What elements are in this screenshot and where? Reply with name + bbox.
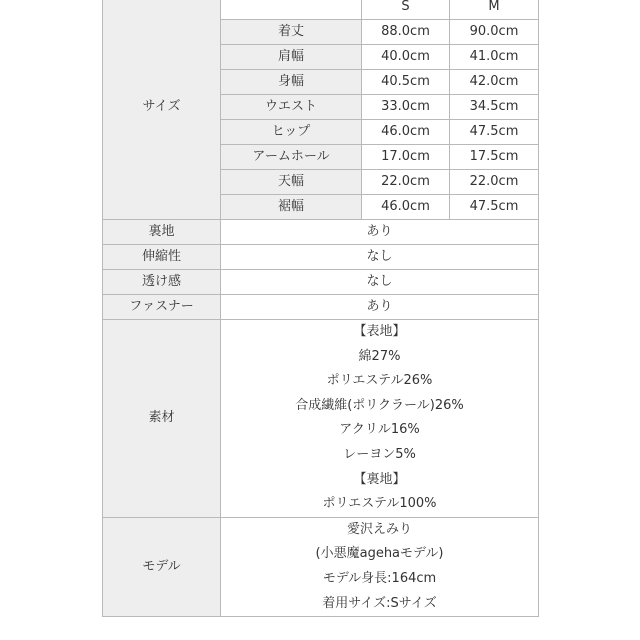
product-spec-table bbox=[102, 0, 538, 617]
lining-label: 裏地 bbox=[103, 220, 221, 245]
attribute-row bbox=[103, 245, 539, 270]
material-line: ポリエステル26% bbox=[326, 373, 433, 389]
model-line: モデル身長:164cm bbox=[322, 570, 437, 586]
size-col-s: S bbox=[362, 0, 450, 20]
size-row-label: 着丈 bbox=[221, 20, 362, 45]
size-header-row bbox=[103, 0, 539, 20]
model-line: 着用サイズ:Sサイズ bbox=[322, 595, 437, 611]
size-value-m: 17.5cm bbox=[450, 145, 539, 170]
attribute-row bbox=[103, 270, 539, 295]
material-line: 綿27% bbox=[358, 348, 401, 364]
material-line: 合成繊維(ポリクラール)26% bbox=[295, 397, 464, 413]
size-row-label: アームホール bbox=[221, 145, 362, 170]
size-value-m: 22.0cm bbox=[450, 170, 539, 195]
size-value-s: 88.0cm bbox=[362, 20, 450, 45]
material-line: 【表地】 bbox=[353, 324, 406, 339]
sheerness-value: なし bbox=[221, 270, 539, 295]
stretch-label: 伸縮性 bbox=[103, 245, 221, 270]
stretch-value: なし bbox=[221, 245, 539, 270]
size-value-s: 40.5cm bbox=[362, 70, 450, 95]
model-row bbox=[103, 517, 539, 616]
material-row bbox=[103, 320, 539, 518]
material-line: ポリエステル100% bbox=[322, 496, 437, 512]
model-value bbox=[221, 517, 539, 616]
model-line: 愛沢えみり bbox=[346, 521, 412, 537]
size-col-m: M bbox=[450, 0, 539, 20]
size-value-m: 41.0cm bbox=[450, 45, 539, 70]
size-group-label: サイズ bbox=[103, 0, 221, 220]
size-value-s: 46.0cm bbox=[362, 120, 450, 145]
material-line: レーヨン5% bbox=[343, 446, 416, 462]
size-value-s: 17.0cm bbox=[362, 145, 450, 170]
size-value-s: 40.0cm bbox=[362, 45, 450, 70]
material-value bbox=[221, 320, 539, 518]
sheerness-label: 透け感 bbox=[103, 270, 221, 295]
size-value-s: 46.0cm bbox=[362, 195, 450, 220]
zipper-label: ファスナー bbox=[103, 295, 221, 320]
zipper-value: あり bbox=[221, 295, 539, 320]
size-header-blank bbox=[221, 0, 362, 20]
lining-value: あり bbox=[221, 220, 539, 245]
spec-table bbox=[102, 0, 539, 617]
size-value-s: 22.0cm bbox=[362, 170, 450, 195]
attribute-row bbox=[103, 220, 539, 245]
size-row-label: ヒップ bbox=[221, 120, 362, 145]
attribute-row bbox=[103, 295, 539, 320]
model-label: モデル bbox=[103, 517, 221, 616]
size-value-m: 42.0cm bbox=[450, 70, 539, 95]
size-row-label: ウエスト bbox=[221, 95, 362, 120]
model-line: (小悪魔agehaモデル) bbox=[315, 546, 444, 562]
size-value-m: 47.5cm bbox=[450, 120, 539, 145]
size-row-label: 裾幅 bbox=[221, 195, 362, 220]
size-row-label: 肩幅 bbox=[221, 45, 362, 70]
size-value-m: 90.0cm bbox=[450, 20, 539, 45]
material-label: 素材 bbox=[103, 320, 221, 518]
size-value-s: 33.0cm bbox=[362, 95, 450, 120]
material-line: 【裏地】 bbox=[353, 471, 406, 487]
size-value-m: 34.5cm bbox=[450, 95, 539, 120]
size-row-label: 身幅 bbox=[221, 70, 362, 95]
size-row-label: 天幅 bbox=[221, 170, 362, 195]
size-value-m: 47.5cm bbox=[450, 195, 539, 220]
material-line: アクリル16% bbox=[339, 422, 420, 438]
